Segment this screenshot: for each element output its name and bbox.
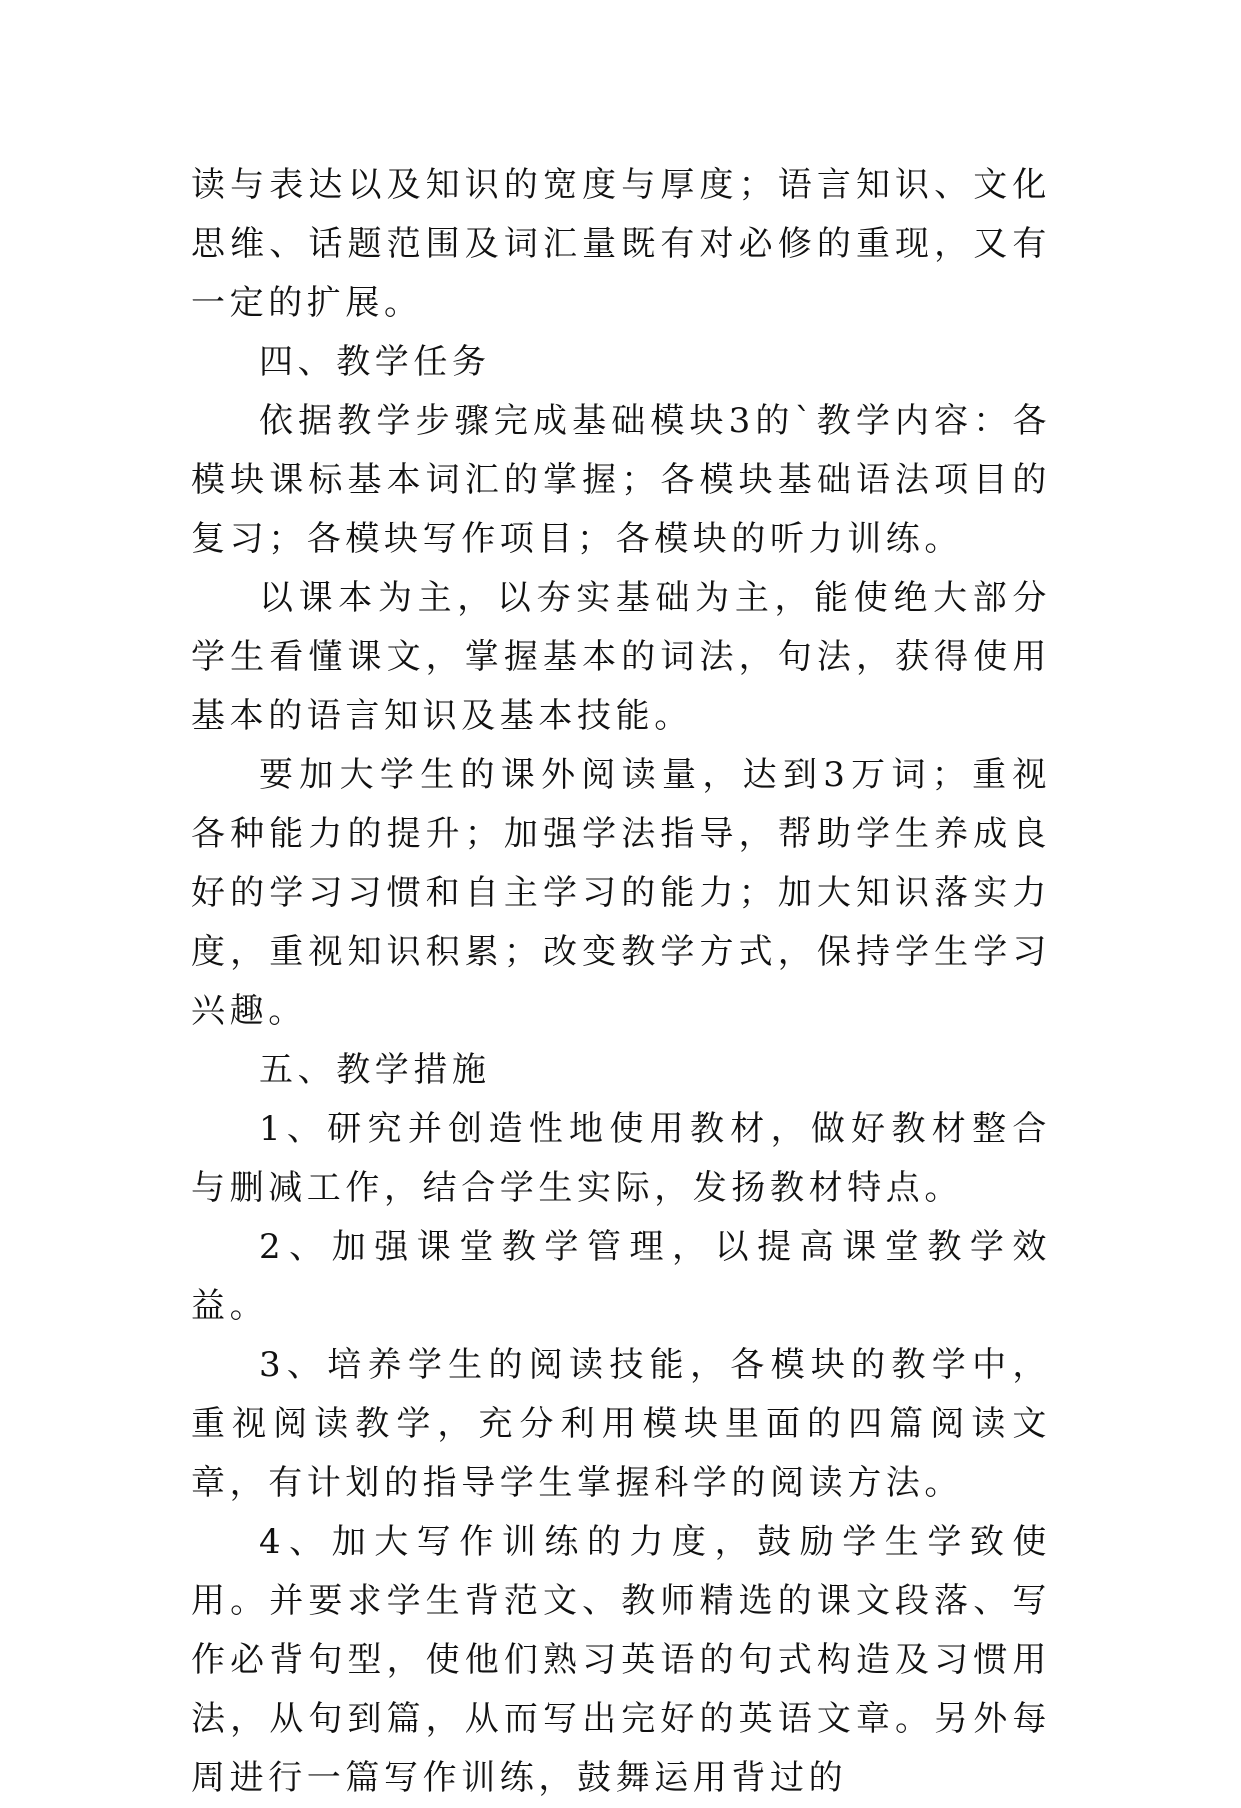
section-heading-teaching-measures: 五、教学措施 <box>259 1050 491 1090</box>
section-heading-teaching-tasks: 四、教学任务 <box>259 342 491 382</box>
paragraph: 依据教学步骤完成基础模块3的`教学内容：各模块课标基本词汇的掌握；各模块基础语法项目的复习；各模块写作项目；各模块的听力训练。 <box>191 401 1051 559</box>
document-body <box>191 156 1051 1808</box>
list-item: 1、研究并创造性地使用教材，做好教材整合与删减工作，结合学生实际，发扬教材特点。 <box>191 1109 1051 1208</box>
paragraph: 要加大学生的课外阅读量，达到3万词；重视各种能力的提升；加强学法指导，帮助学生养成良好的学习习惯和自主学习的能力；加大知识落实力度，重视知识积累；改变教学方式，保持学生学习兴趣。 <box>191 755 1051 1031</box>
list-item: 4、加大写作训练的力度，鼓励学生学致使用。并要求学生背范文、教师精选的课文段落、写作必背句型，使他们熟习英语的句式构造及习惯用法，从句到篇，从而写出完好的英语文章。另外每周进行一篇写作训练，鼓舞运用背过的 <box>191 1522 1051 1798</box>
list-item: 3、培养学生的阅读技能，各模块的教学中，重视阅读教学，充分利用模块里面的四篇阅读文章，有计划的指导学生掌握科学的阅读方法。 <box>191 1345 1051 1503</box>
paragraph-continued: 读与表达以及知识的宽度与厚度；语言知识、文化思维、话题范围及词汇量既有对必修的重现，又有一定的扩展。 <box>191 165 1051 323</box>
paragraph: 以课本为主，以夯实基础为主，能使绝大部分学生看懂课文，掌握基本的词法，句法，获得使用基本的语言知识及基本技能。 <box>191 578 1051 736</box>
list-item: 2、加强课堂教学管理，以提高课堂教学效益。 <box>191 1227 1051 1326</box>
